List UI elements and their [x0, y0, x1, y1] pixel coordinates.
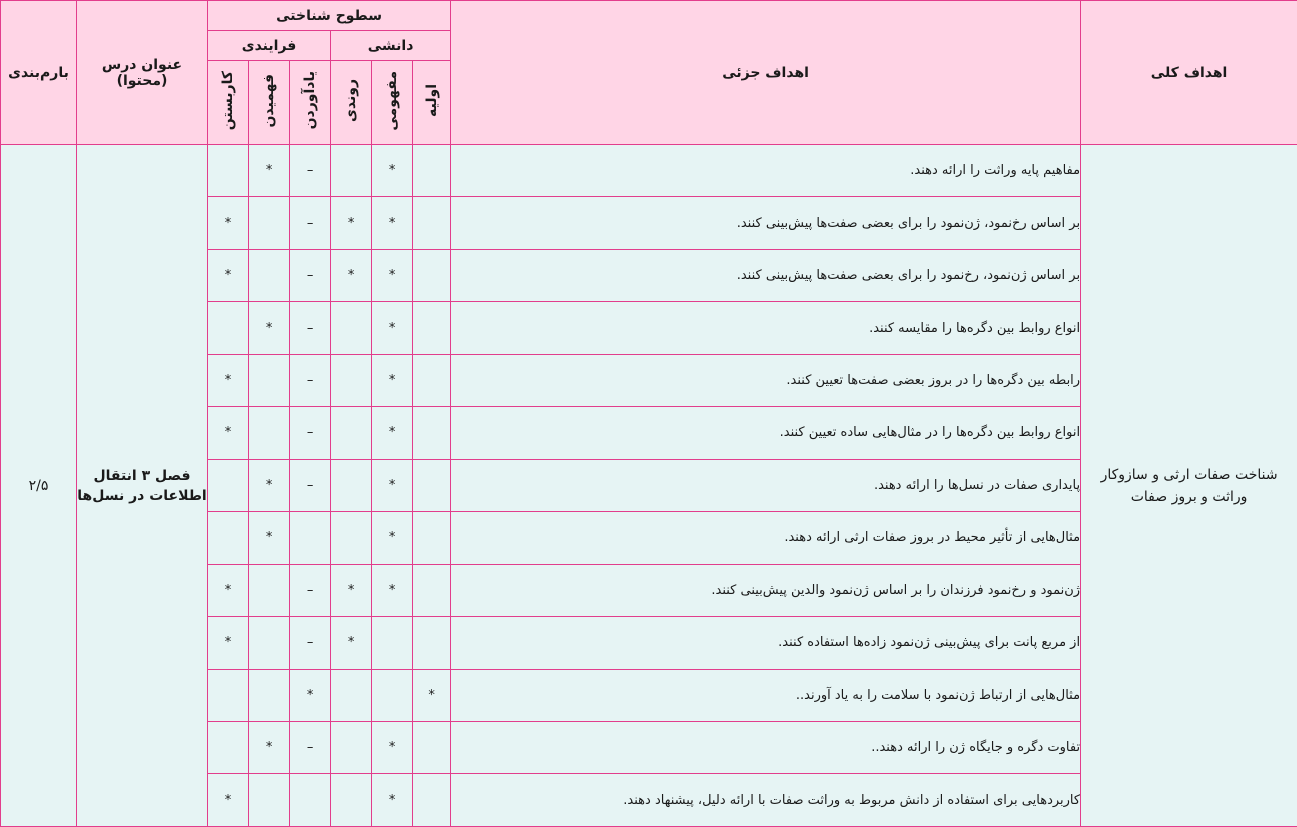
primary-mark-cell — [413, 197, 451, 249]
applying-mark-cell — [208, 512, 249, 564]
detail-goal-cell: پایداری صفات در نسل‌ها را ارائه دهند. — [451, 459, 1081, 511]
understanding-mark-cell: * — [249, 145, 290, 197]
conceptual-mark-cell: * — [372, 302, 413, 354]
procedural-mark-cell — [331, 774, 372, 827]
primary-mark-cell: * — [413, 669, 451, 721]
header-applying-label: کاربستن — [220, 70, 237, 131]
primary-mark-cell — [413, 459, 451, 511]
procedural-mark-cell — [331, 407, 372, 459]
header-conceptual — [372, 61, 413, 145]
conceptual-mark-cell: * — [372, 407, 413, 459]
recall-mark-cell: – — [290, 721, 331, 773]
header-procedural — [331, 61, 372, 145]
recall-mark-cell: – — [290, 617, 331, 669]
recall-mark-cell: – — [290, 249, 331, 301]
primary-mark-cell — [413, 617, 451, 669]
detail-goal-cell: رابطه بین دگره‌ها را در بروز بعضی صفت‌ها تعیین کنند. — [451, 354, 1081, 406]
procedural-mark-cell — [331, 669, 372, 721]
applying-mark-cell: * — [208, 774, 249, 827]
header-process: فرایندی — [208, 31, 331, 61]
detail-goal-cell: تفاوت دگره و جایگاه ژن را ارائه دهند.. — [451, 721, 1081, 773]
procedural-mark-cell: * — [331, 197, 372, 249]
understanding-mark-cell — [249, 197, 290, 249]
procedural-mark-cell — [331, 145, 372, 197]
header-procedural-label: روندی — [343, 79, 360, 122]
detail-goal-cell: کاربردهایی برای استفاده از دانش مربوط به وراثت صفات با ارائه دلیل، پیشنهاد دهند. — [451, 774, 1081, 827]
recall-mark-cell: – — [290, 564, 331, 616]
procedural-mark-cell — [331, 302, 372, 354]
primary-mark-cell — [413, 512, 451, 564]
conceptual-mark-cell: * — [372, 721, 413, 773]
table-row — [1, 145, 1297, 197]
recall-mark-cell: – — [290, 302, 331, 354]
score-cell: ۲/۵ — [1, 145, 77, 827]
primary-mark-cell — [413, 145, 451, 197]
primary-mark-cell — [413, 721, 451, 773]
conceptual-mark-cell: * — [372, 249, 413, 301]
header-scoring: بارم‌بندی — [1, 1, 77, 145]
applying-mark-cell: * — [208, 564, 249, 616]
detail-goal-cell: مفاهیم پایه وراثت را ارائه دهند. — [451, 145, 1081, 197]
detail-goal-cell: بر اساس رخ‌نمود، ژن‌نمود را برای بعضی صفت‌ها پیش‌بینی کنند. — [451, 197, 1081, 249]
conceptual-mark-cell: * — [372, 564, 413, 616]
recall-mark-cell: – — [290, 407, 331, 459]
recall-mark-cell — [290, 774, 331, 827]
understanding-mark-cell — [249, 774, 290, 827]
primary-mark-cell — [413, 354, 451, 406]
understanding-mark-cell — [249, 407, 290, 459]
conceptual-mark-cell: * — [372, 459, 413, 511]
applying-mark-cell — [208, 302, 249, 354]
applying-mark-cell: * — [208, 197, 249, 249]
header-recall-label: یادآوردن — [302, 71, 319, 130]
primary-mark-cell — [413, 407, 451, 459]
header-primary — [413, 61, 451, 145]
detail-goal-cell: از مربع پانت برای پیش‌بینی ژن‌نمود زاده‌ها استفاده کنند. — [451, 617, 1081, 669]
primary-mark-cell — [413, 302, 451, 354]
understanding-mark-cell — [249, 617, 290, 669]
procedural-mark-cell — [331, 512, 372, 564]
header-knowledge: دانشی — [331, 31, 451, 61]
procedural-mark-cell — [331, 459, 372, 511]
recall-mark-cell: – — [290, 354, 331, 406]
conceptual-mark-cell: * — [372, 512, 413, 564]
procedural-mark-cell: * — [331, 564, 372, 616]
recall-mark-cell — [290, 512, 331, 564]
recall-mark-cell: – — [290, 459, 331, 511]
applying-mark-cell — [208, 459, 249, 511]
table-body — [1, 145, 1297, 827]
understanding-mark-cell — [249, 249, 290, 301]
applying-mark-cell: * — [208, 354, 249, 406]
detail-goal-cell: بر اساس ژن‌نمود، رخ‌نمود را برای بعضی صفت‌ها پیش‌بینی کنند. — [451, 249, 1081, 301]
detail-goal-cell: ژن‌نمود و رخ‌نمود فرزندان را بر اساس ژن‌نمود والدین پیش‌بینی کنند. — [451, 564, 1081, 616]
general-goal-cell: شناخت صفات ارثی و سازوکار وراثت و بروز صفات — [1081, 145, 1297, 827]
primary-mark-cell — [413, 564, 451, 616]
primary-mark-cell — [413, 249, 451, 301]
detail-goal-cell: مثال‌هایی از تأثیر محیط در بروز صفات ارثی ارائه دهند. — [451, 512, 1081, 564]
header-applying — [208, 61, 249, 145]
header-recall — [290, 61, 331, 145]
procedural-mark-cell: * — [331, 617, 372, 669]
header-understanding — [249, 61, 290, 145]
header-detail-goals: اهداف جزئی — [451, 1, 1081, 145]
understanding-mark-cell: * — [249, 459, 290, 511]
detail-goal-cell: مثال‌هایی از ارتباط ژن‌نمود با سلامت را به یاد آورند.. — [451, 669, 1081, 721]
detail-goal-cell: انواع روابط بین دگره‌ها را مقایسه کنند. — [451, 302, 1081, 354]
understanding-mark-cell — [249, 669, 290, 721]
recall-mark-cell: – — [290, 145, 331, 197]
understanding-mark-cell — [249, 354, 290, 406]
applying-mark-cell — [208, 145, 249, 197]
conceptual-mark-cell: * — [372, 145, 413, 197]
header-general-goals: اهداف کلی — [1081, 1, 1297, 145]
recall-mark-cell: * — [290, 669, 331, 721]
applying-mark-cell: * — [208, 249, 249, 301]
understanding-mark-cell: * — [249, 721, 290, 773]
header-cognitive-levels: سطوح شناختی — [208, 1, 451, 31]
table-header — [1, 1, 1297, 145]
lesson-title-cell: فصل ۳ انتقال اطلاعات در نسل‌ها — [77, 145, 208, 827]
understanding-mark-cell: * — [249, 302, 290, 354]
conceptual-mark-cell: * — [372, 354, 413, 406]
applying-mark-cell — [208, 721, 249, 773]
conceptual-mark-cell: * — [372, 197, 413, 249]
recall-mark-cell: – — [290, 197, 331, 249]
procedural-mark-cell — [331, 354, 372, 406]
procedural-mark-cell: * — [331, 249, 372, 301]
procedural-mark-cell — [331, 721, 372, 773]
detail-goal-cell: انواع روابط بین دگره‌ها را در مثال‌هایی ساده تعیین کنند. — [451, 407, 1081, 459]
conceptual-mark-cell — [372, 617, 413, 669]
header-lesson-title: عنوان درس (محتوا) — [77, 1, 208, 145]
understanding-mark-cell — [249, 564, 290, 616]
conceptual-mark-cell — [372, 669, 413, 721]
header-primary-label: اولیه — [423, 84, 440, 117]
header-conceptual-label: مفهومی — [384, 70, 401, 131]
applying-mark-cell — [208, 669, 249, 721]
header-understanding-label: فهمیدن — [261, 73, 278, 128]
conceptual-mark-cell: * — [372, 774, 413, 827]
primary-mark-cell — [413, 774, 451, 827]
applying-mark-cell: * — [208, 617, 249, 669]
applying-mark-cell: * — [208, 407, 249, 459]
understanding-mark-cell: * — [249, 512, 290, 564]
